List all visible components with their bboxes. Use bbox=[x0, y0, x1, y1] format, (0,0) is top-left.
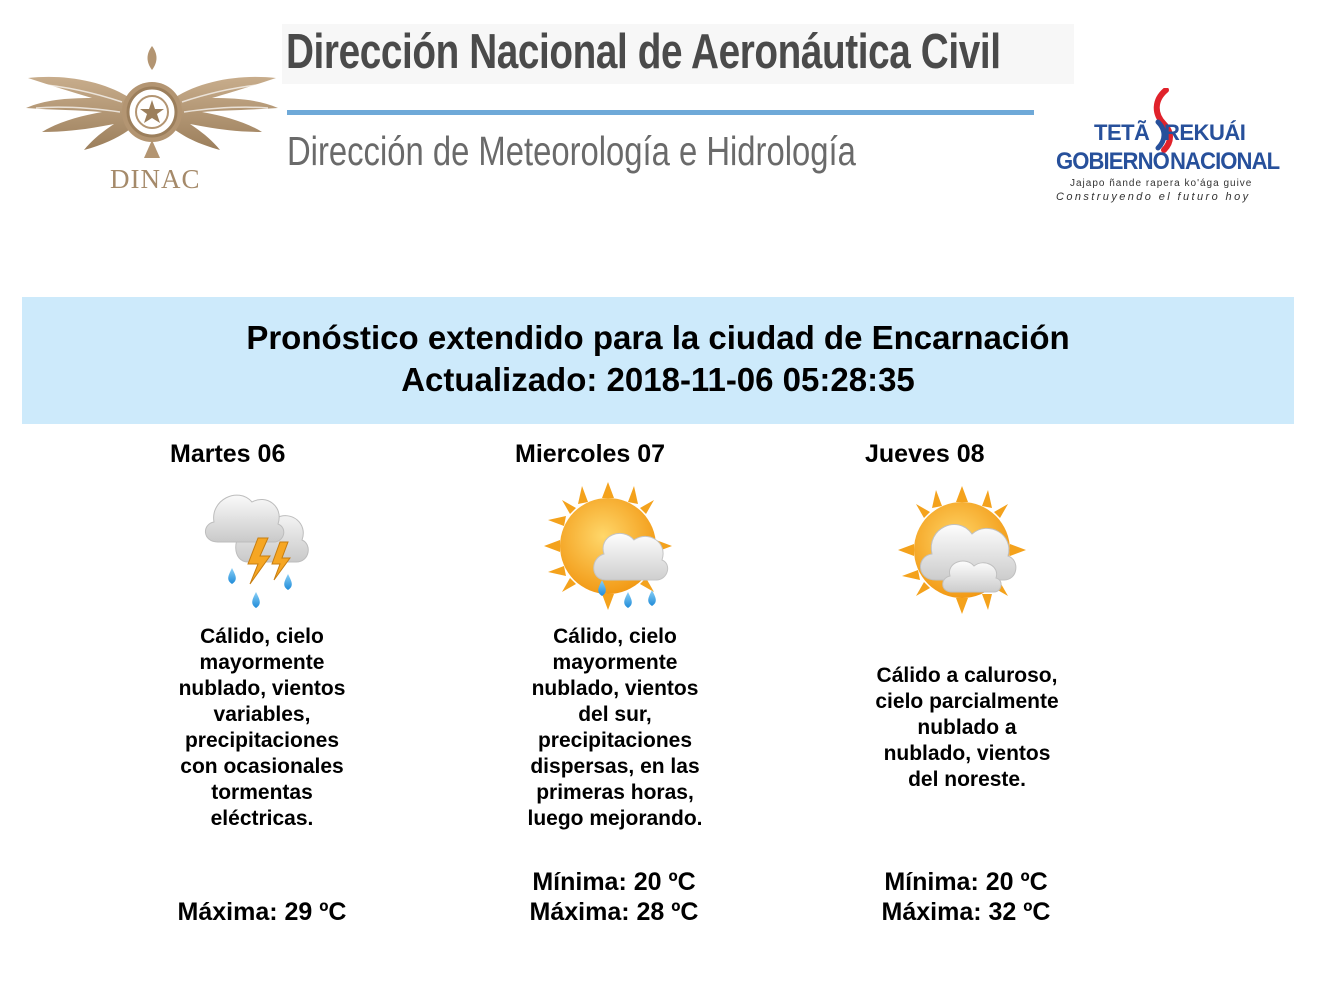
day-name: Jueves 08 bbox=[865, 440, 985, 468]
max-temperature: Máxima: 29 ºC bbox=[177, 898, 347, 926]
gov-logo-tagline-spanish: Construyendo el futuro hoy bbox=[1056, 191, 1251, 203]
min-temperature: Mínima: 20 ºC bbox=[532, 868, 696, 896]
day-name: Miercoles 07 bbox=[515, 440, 666, 468]
thunderstorm-rain-icon bbox=[188, 480, 328, 620]
gov-logo-rekuai: REKUÁI bbox=[1164, 120, 1246, 145]
max-temperature: Máxima: 28 ºC bbox=[529, 898, 699, 926]
day-name: Martes 06 bbox=[170, 440, 286, 468]
gov-logo-nacional: NACIONAL bbox=[1170, 148, 1280, 175]
day-description: Cálido, cielo mayormente nublado, vientos del sur, precipitaciones dispersas, en las primeras horas, luego mejorando. bbox=[527, 625, 703, 830]
dinac-logo-text: DINAC bbox=[110, 164, 201, 194]
gobierno-nacional-logo bbox=[1052, 88, 1280, 206]
sun-cloud-rain-icon bbox=[542, 480, 682, 620]
forecast-updated: Actualizado: 2018-11-06 05:28:35 bbox=[401, 361, 915, 398]
gov-logo-teta: TETÃ bbox=[1094, 120, 1150, 145]
max-temperature: Máxima: 32 ºC bbox=[881, 898, 1051, 926]
day-description: Cálido a caluroso, cielo parcialmente nublado a nublado, vientos del noreste. bbox=[875, 664, 1059, 791]
sub-agency-title: Dirección de Meteorología e Hidrología bbox=[287, 128, 856, 174]
day-description: Cálido, cielo mayormente nublado, vientos variables, precipitaciones con ocasionales tormentas eléctricas. bbox=[178, 625, 346, 830]
gov-logo-gobierno: GOBIERNO bbox=[1056, 148, 1169, 175]
gov-logo-tagline-guarani: Jajapo ñande rapera ko'ága guive bbox=[1070, 178, 1253, 189]
partly-cloudy-icon bbox=[896, 484, 1036, 624]
header-divider bbox=[287, 110, 1034, 115]
agency-title: Dirección Nacional de Aeronáutica Civil bbox=[286, 25, 1001, 79]
forecast-title-bar bbox=[22, 297, 1294, 424]
min-temperature: Mínima: 20 ºC bbox=[884, 868, 1048, 896]
forecast-title: Pronóstico extendido para la ciudad de Encarnación bbox=[246, 319, 1070, 356]
